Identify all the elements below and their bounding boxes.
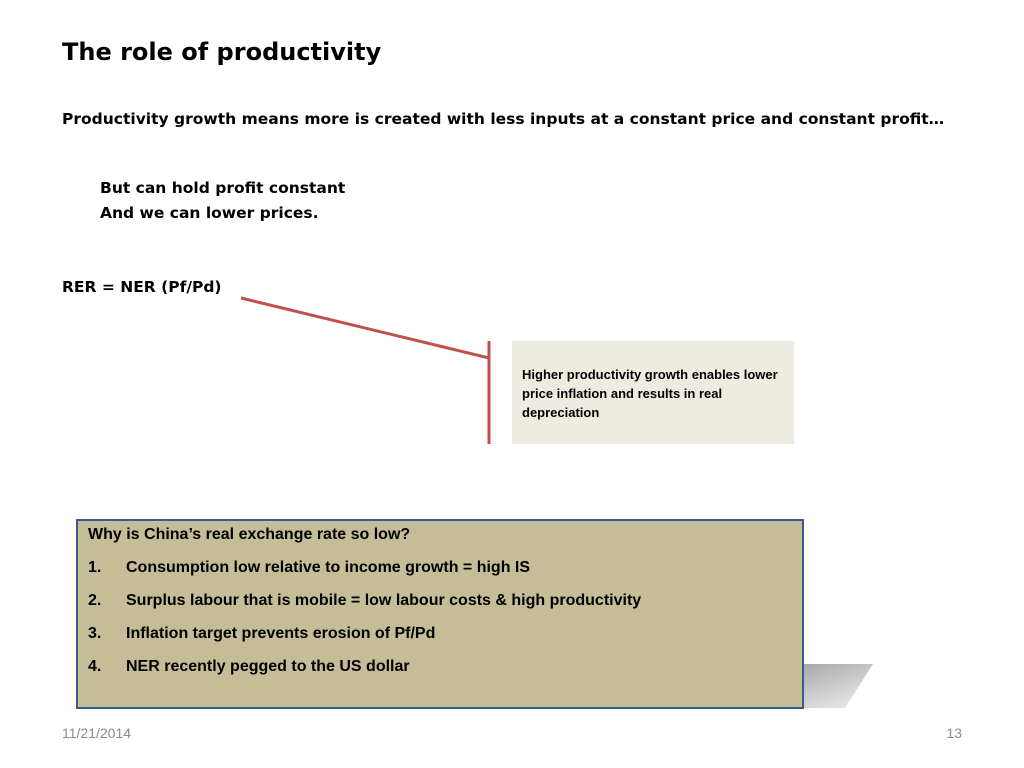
list-item bbox=[88, 558, 792, 578]
callout-box bbox=[512, 341, 794, 444]
list-item bbox=[88, 591, 792, 611]
china-box-heading: Why is China’s real exchange rate so low? bbox=[88, 526, 411, 543]
list-item-text: NER recently pegged to the US dollar bbox=[126, 658, 410, 675]
rer-formula: RER = NER (Pf/Pd) bbox=[62, 278, 222, 296]
callout-text: Higher productivity growth enables lower price inflation and results in real depreciation bbox=[522, 367, 778, 420]
list-item-number: 3. bbox=[88, 625, 102, 642]
slide-title: The role of productivity bbox=[62, 38, 382, 66]
paragraph-productivity: Productivity growth means more is created with less inputs at a constant price and constant profit… bbox=[62, 110, 945, 128]
list-item-number: 4. bbox=[88, 658, 102, 675]
list-item-text: Consumption low relative to income growth = high IS bbox=[126, 559, 531, 576]
slide-number: 13 bbox=[946, 725, 962, 741]
list-item-number: 2. bbox=[88, 592, 102, 609]
callout-pointer-line bbox=[241, 298, 489, 358]
box-shadow bbox=[803, 664, 873, 708]
list-item-number: 1. bbox=[88, 559, 102, 576]
paragraph-profit-constant: But can hold profit constant bbox=[100, 179, 346, 197]
china-rer-box bbox=[76, 519, 804, 709]
china-reasons-list bbox=[88, 558, 792, 677]
footer-date: 11/21/2014 bbox=[62, 725, 132, 741]
list-item-text: Inflation target prevents erosion of Pf/Pd bbox=[126, 625, 436, 642]
paragraph-lower-prices: And we can lower prices. bbox=[100, 204, 319, 222]
list-item bbox=[88, 657, 792, 677]
list-item-text: Surplus labour that is mobile = low labour costs & high productivity bbox=[126, 592, 642, 609]
list-item bbox=[88, 624, 792, 644]
